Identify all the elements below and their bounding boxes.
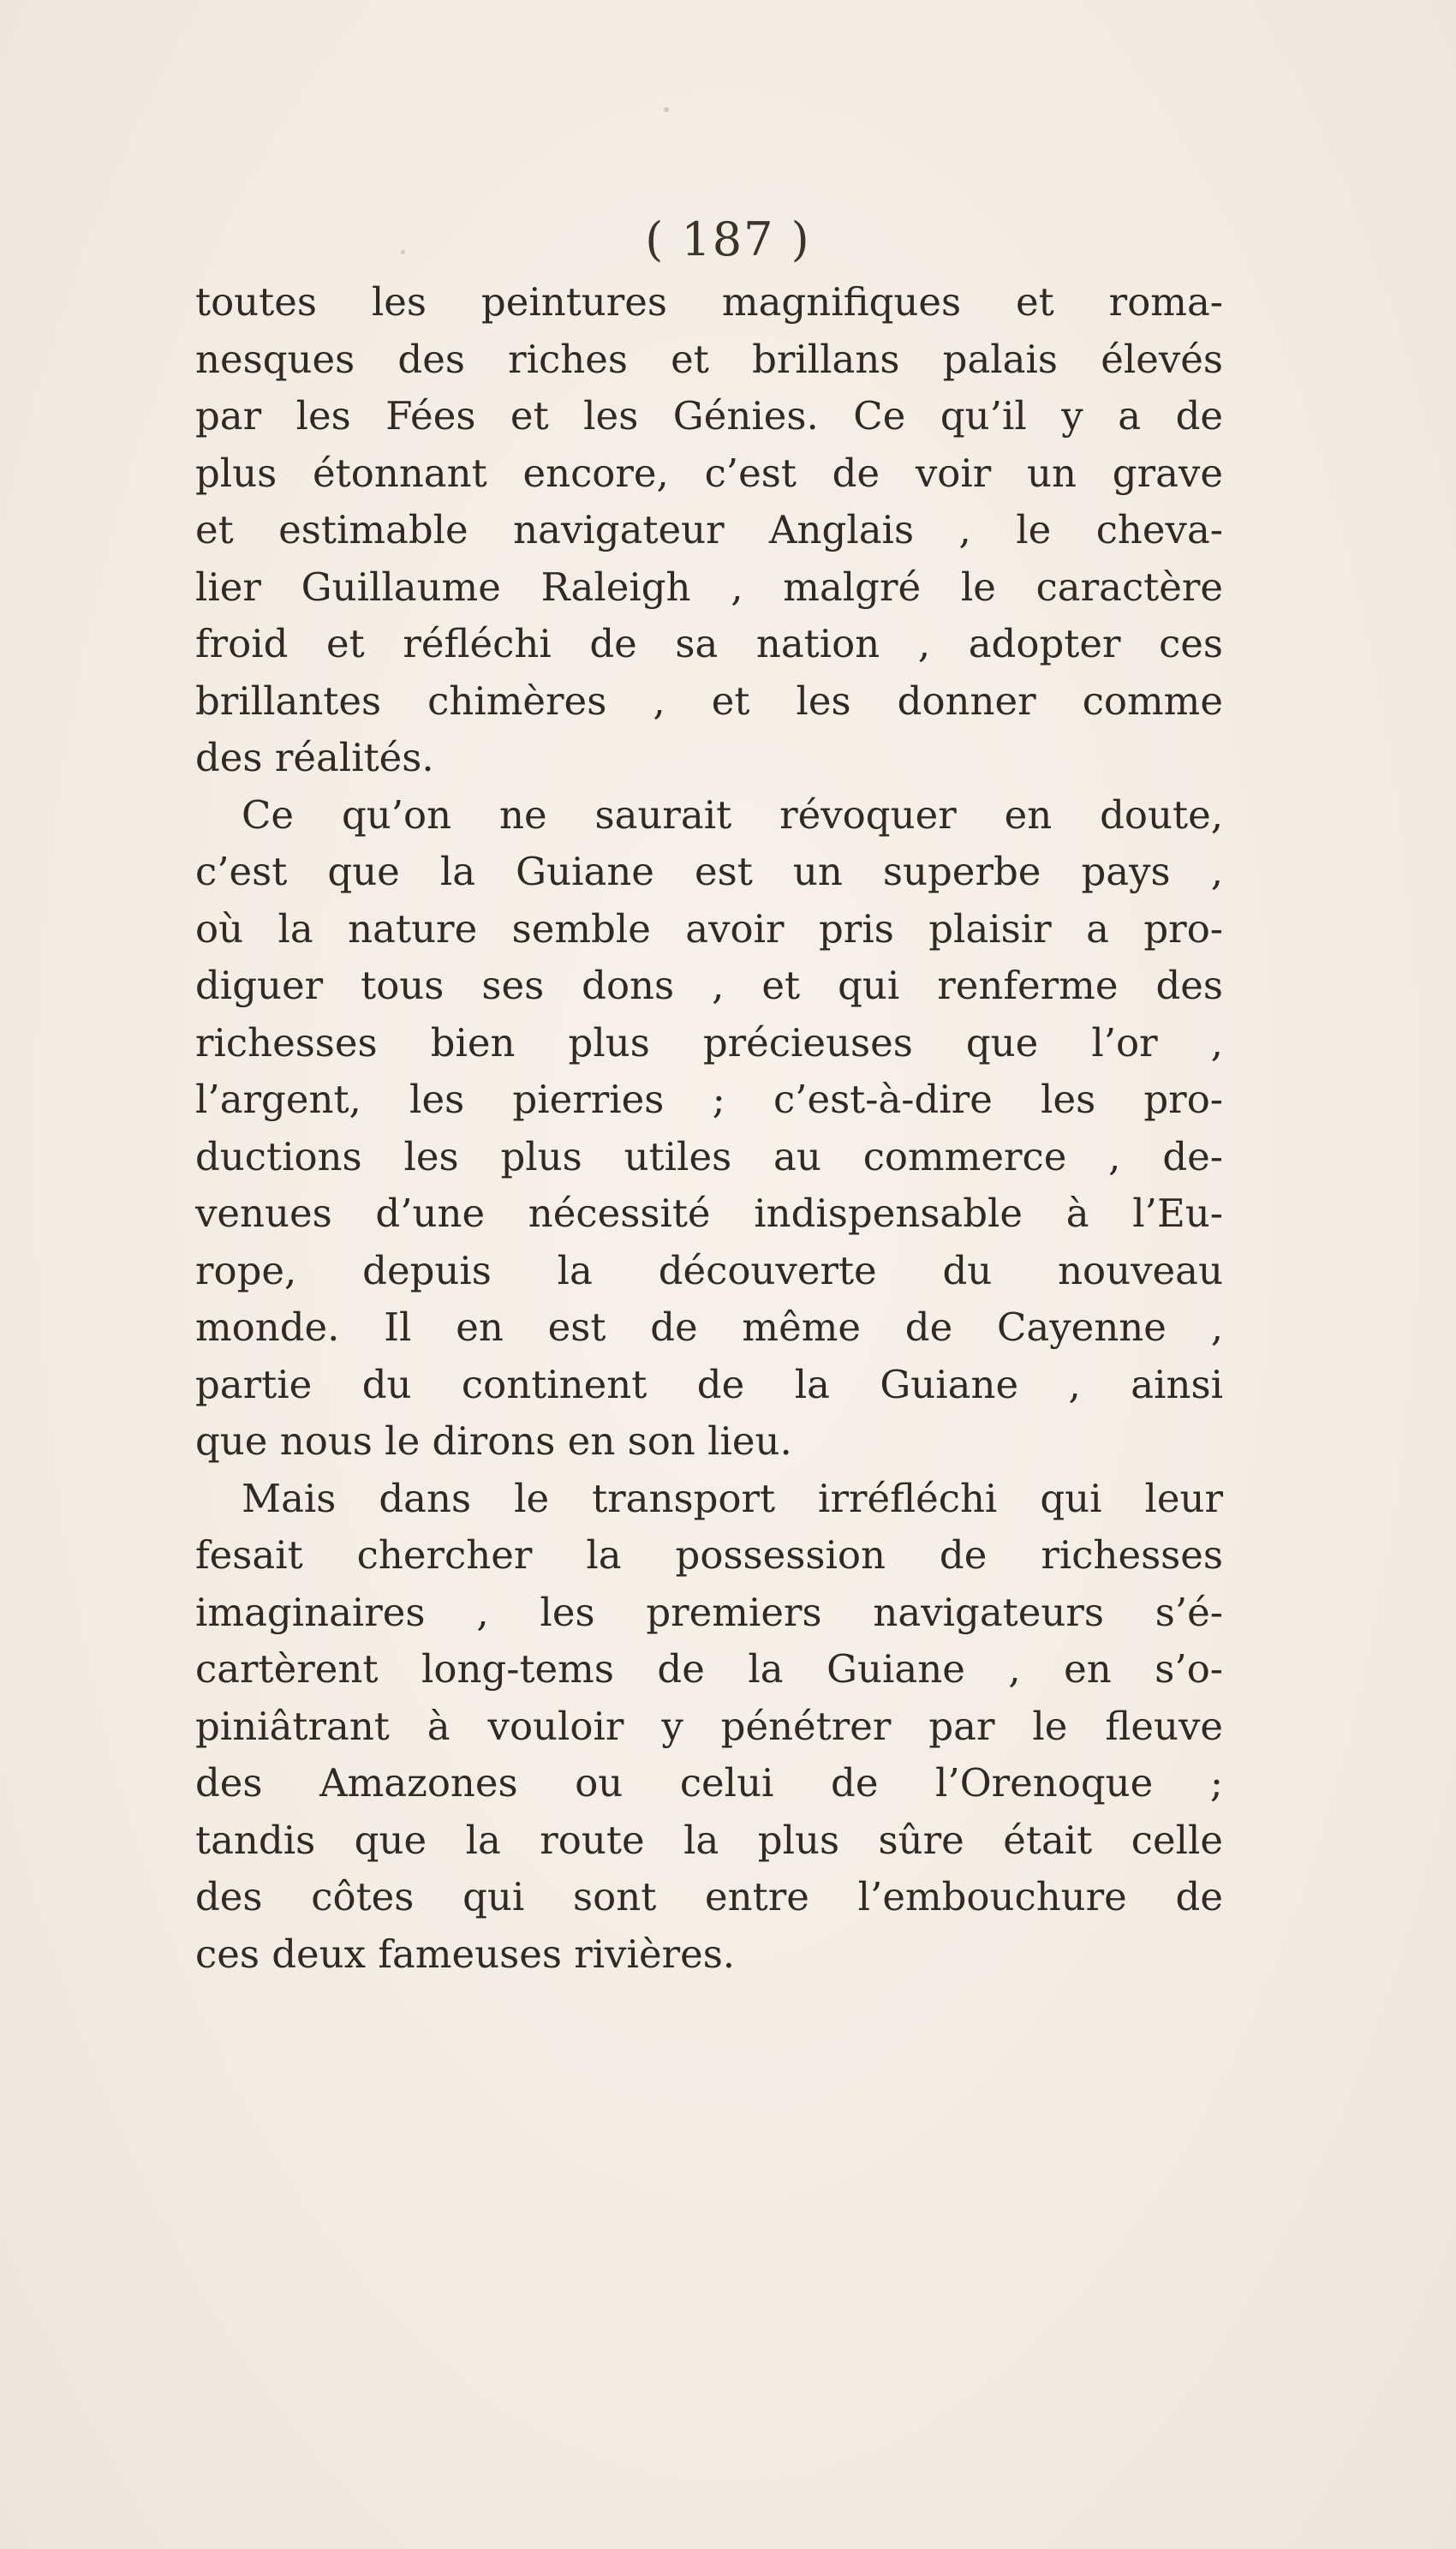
text-line: c’est que la Guiane est un superbe pays ,: [195, 849, 1223, 894]
text-line: plus étonnant encore, c’est de voir un grave: [195, 450, 1223, 496]
text-line: imaginaires , les premiers navigateurs s’é-: [195, 1589, 1223, 1635]
text-line: où la nature semble avoir pris plaisir a pro-: [195, 905, 1223, 952]
text-line: des réalités.: [195, 735, 434, 780]
text-line: froid et réfléchi de sa nation , adopter ces: [195, 621, 1223, 666]
text-line: et estimable navigateur Anglais , le cheva-: [195, 507, 1223, 552]
text-line: l’argent, les pierries ; c’est-à-dire les pro-: [195, 1077, 1223, 1122]
text-line: diguer tous ses dons , et qui renferme des: [195, 963, 1223, 1008]
text-line: ductions les plus utiles au commerce , de-: [195, 1133, 1223, 1179]
text-line: partie du continent de la Guiane , ainsi: [195, 1361, 1223, 1407]
body-text: [195, 274, 1223, 1983]
text-line: cartèrent long-tems de la Guiane , en s’o-: [195, 1646, 1223, 1692]
text-line: venues d’une nécessité indispensable à l’Eu-: [195, 1191, 1223, 1236]
page-number: ( 187 ): [645, 212, 811, 266]
text-line: ces deux fameuses rivières.: [195, 1931, 736, 1977]
paper-speck: [664, 107, 669, 112]
paragraph-2: [195, 787, 1223, 1471]
text-line: rope, depuis la découverte du nouveau: [195, 1247, 1223, 1293]
text-line: monde. Il en est de même de Cayenne ,: [195, 1304, 1223, 1350]
text-line: toutes les peintures magnifiques et roma-: [195, 279, 1223, 325]
text-line: Mais dans le transport irréfléchi qui leur: [242, 1475, 1223, 1521]
text-line: par les Fées et les Génies. Ce qu’il y a de: [195, 393, 1223, 439]
text-line: fesait chercher la possession de richesses: [195, 1532, 1223, 1578]
text-line: brillantes chimères , et les donner comme: [195, 678, 1223, 724]
text-line: que nous le dirons en son lieu.: [195, 1418, 792, 1464]
text-line: des côtes qui sont entre l’embouchure de: [195, 1874, 1223, 1919]
paragraph-1: [195, 274, 1223, 787]
text-line: nesques des riches et brillans palais élevés: [195, 336, 1223, 382]
text-line: richesses bien plus précieuses que l’or ,: [195, 1019, 1223, 1066]
text-line: lier Guillaume Raleigh , malgré le caractère: [195, 564, 1223, 610]
text-line: Ce qu’on ne saurait révoquer en doute,: [242, 791, 1223, 838]
text-line: des Amazones ou celui de l’Orenoque ;: [195, 1760, 1223, 1806]
paragraph-3: [195, 1471, 1223, 1984]
text-line: piniâtrant à vouloir y pénétrer par le fleuve: [195, 1703, 1223, 1749]
text-line: tandis que la route la plus sûre était celle: [195, 1817, 1223, 1863]
